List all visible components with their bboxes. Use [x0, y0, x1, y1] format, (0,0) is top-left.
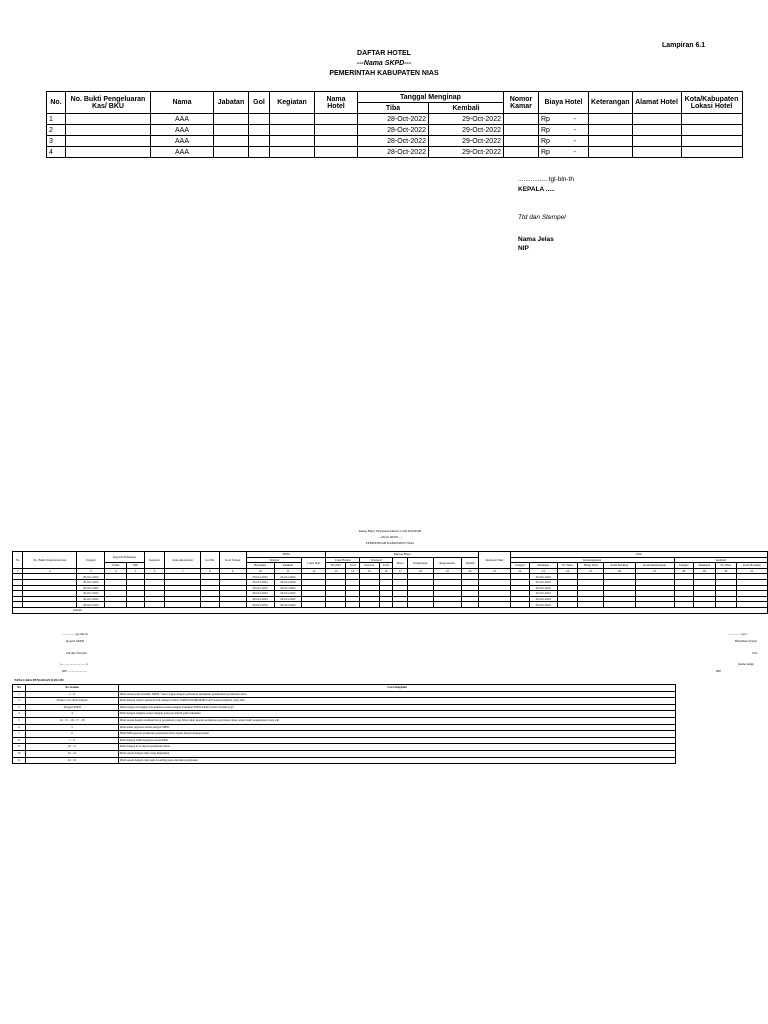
- cara-row: [13, 704, 676, 711]
- rekap-date-berangkat: 29-Oct-2022: [246, 591, 274, 597]
- cell-empty: [214, 114, 249, 125]
- rekap-colnum: 22: [510, 568, 529, 574]
- cell-empty: [66, 125, 151, 136]
- cara-row: [13, 691, 676, 698]
- cell-empty: [249, 136, 270, 147]
- th-alamat: Alamat Hotel: [632, 92, 681, 114]
- cell-nama: AAA: [151, 125, 214, 136]
- cell-empty: [214, 125, 249, 136]
- rk-right-nama: (nama lengk: [738, 662, 754, 666]
- th-keterangan: Keterangan: [589, 92, 633, 114]
- rekap-jumlah: Jumlah: [13, 607, 768, 613]
- cell-empty: [214, 147, 249, 158]
- rekap-colnum: 5: [127, 568, 144, 574]
- cara-kolom: 6: [26, 731, 119, 738]
- rekap-table: [12, 551, 768, 614]
- cara-kolom: 5: [26, 724, 119, 731]
- rekap-colnum: 24: [557, 568, 578, 574]
- rk-darat: Darat: [393, 557, 408, 568]
- rk-kota: Kota Tujuan: [219, 552, 246, 569]
- rekap-colnum: 10: [246, 568, 274, 574]
- rekap-date-kembali: 29-Oct-2022: [274, 602, 302, 608]
- table-row: [47, 147, 743, 158]
- rk-right-nip: NIP: [716, 669, 722, 673]
- cell-empty: [632, 136, 681, 147]
- rekap-date: 29-Oct-2022: [77, 579, 105, 585]
- th-tiba: Tiba: [358, 103, 429, 114]
- rk-uang: Uang Harian: [326, 557, 360, 563]
- rk-p-notiket: No Tiket: [715, 563, 736, 569]
- cell-rp: Rp: [541, 115, 550, 123]
- rk-pesawat: Pesawat: [360, 563, 379, 569]
- cara-row: [13, 737, 676, 744]
- th-bukti: No. Bukti Pengeluaran Kas/ BKU: [66, 92, 151, 114]
- cell-empty: [249, 147, 270, 158]
- cara-cara: Diisi sesuai dengan realisasi biaya perjalanan yang dibayarkan kepada pelaksana perjalanan dinas sesuai bukti pengeluaran yang sah: [119, 717, 676, 724]
- th-biaya: Biaya Hotel: [539, 92, 589, 114]
- cara-row: [13, 750, 676, 757]
- rekap-colnum: 16: [379, 568, 393, 574]
- rk-kembali: Kembali: [274, 563, 302, 569]
- rekap-colnum: 28: [674, 568, 693, 574]
- rekap-colnum: 12: [302, 568, 326, 574]
- cara-h-kolom: No. Kolom: [26, 685, 119, 692]
- rekap-date: 29-Oct-2022: [77, 596, 105, 602]
- sig-place-date: ................ tgl-bln-th: [518, 176, 574, 183]
- cara-no: 11: [13, 757, 26, 764]
- rekap-date: 29-Oct-2022: [529, 574, 557, 580]
- cara-no: 10: [13, 750, 26, 757]
- rk-k-maskapai: Maskapai: [529, 563, 557, 569]
- cell-biaya: [539, 147, 589, 158]
- th-tanggal: Tanggal Menginap: [358, 92, 504, 103]
- rk-perhari: Per Hari: [326, 563, 346, 569]
- cell-rp: Rp: [541, 126, 550, 134]
- cara-kolom: 12 - 15 - 16 - 17 - 18: [26, 717, 119, 724]
- cara-cara: Diisi dengan lengkap sesuai dengan yang tercantum pada dokumen: [119, 711, 676, 718]
- cara-row: [13, 717, 676, 724]
- cell-biaya-value: -: [573, 115, 576, 123]
- rekap-title: Rekap Biaya Perjalanan Dinas LUAR DAERAH: [358, 529, 422, 533]
- rekap-colnum: 31: [736, 568, 767, 574]
- cell-empty: [315, 114, 358, 125]
- cara-no: 6: [13, 724, 26, 731]
- doc-title: DAFTAR HOTEL: [357, 50, 411, 57]
- rekap-colnum: 8: [200, 568, 219, 574]
- cara-row: [13, 744, 676, 751]
- cell-empty: [589, 147, 633, 158]
- cell-tiba: 28-Oct-2022: [358, 114, 429, 125]
- cell-empty: [270, 114, 315, 125]
- rk-gol: Gol Pkt: [200, 552, 219, 569]
- th-jabatan: Jabatan: [214, 92, 249, 114]
- cell-empty: [315, 136, 358, 147]
- cell-empty: [681, 114, 742, 125]
- th-gol: Gol: [249, 92, 270, 114]
- cara-row: [13, 724, 676, 731]
- cell-empty: [66, 136, 151, 147]
- cara-kolom: Tanggal SPPD: [26, 704, 119, 711]
- rekap-colnum: 14: [346, 568, 360, 574]
- rekap-org: PEMERINTAH KABUPATEN NIAS: [366, 541, 414, 545]
- cara-h-no: No: [13, 685, 26, 692]
- th-kegiatan: Kegiatan: [270, 92, 315, 114]
- cell-no: 1: [47, 114, 66, 125]
- rekap-date: 29-Oct-2022: [529, 591, 557, 597]
- table-row: [47, 114, 743, 125]
- rekap-date-berangkat: 29-Oct-2022: [246, 585, 274, 591]
- lampiran-label: Lampiran 6.1: [662, 42, 706, 49]
- cara-cara: Diisi NIP pegawai pelaksana perjalanan dinas sesuai dengan kepegawaian: [119, 731, 676, 738]
- rekap-date-kembali: 29-Oct-2022: [274, 596, 302, 602]
- cell-empty: [214, 136, 249, 147]
- rk-k-penerbangan: Kode Penerbangan: [635, 563, 674, 569]
- cell-empty: [270, 136, 315, 147]
- rekap-date-berangkat: 29-Oct-2022: [246, 602, 274, 608]
- cell-tiba: 28-Oct-2022: [358, 125, 429, 136]
- sig-kepala: KEPALA .....: [518, 186, 555, 193]
- th-kembali: Kembali: [429, 103, 504, 114]
- cell-empty: [504, 114, 539, 125]
- th-nomor-kamar: Nomor Kamar: [504, 92, 539, 114]
- cara-row: [13, 711, 676, 718]
- rk-pesawat-total: Total: [379, 563, 393, 569]
- rekap-date-berangkat: 29-Oct-2022: [246, 579, 274, 585]
- cell-empty: [315, 125, 358, 136]
- cara-kolom: 22 - 31: [26, 757, 119, 764]
- cara-row: [13, 757, 676, 764]
- rekap-date-berangkat: 29-Oct-2022: [246, 596, 274, 602]
- rekap-date: 29-Oct-2022: [529, 602, 557, 608]
- rk-p-boarding: Kode Booking: [736, 563, 767, 569]
- cell-nama: AAA: [151, 136, 214, 147]
- cell-empty: [249, 125, 270, 136]
- rk-tanggal: Tanggal: [77, 552, 105, 569]
- cell-empty: [632, 147, 681, 158]
- cell-empty: [681, 125, 742, 136]
- rekap-colnum: 20: [461, 568, 479, 574]
- doc-org: PEMERINTAH KABUPATEN NIAS: [329, 70, 439, 77]
- rekap-date-kembali: 29-Oct-2022: [274, 579, 302, 585]
- rk-left-ttd: Ttd dan Stempel: [66, 651, 87, 655]
- rk-k-harga: Harga Tiket: [578, 563, 604, 569]
- rk-no: No: [13, 552, 23, 569]
- rekap-colnum: 6: [144, 568, 165, 574]
- rekap-date: 29-Oct-2022: [77, 602, 105, 608]
- cell-empty: [270, 125, 315, 136]
- cell-rp: Rp: [541, 148, 550, 156]
- th-nama: Nama: [151, 92, 214, 114]
- rekap-date-kembali: 29-Oct-2022: [274, 585, 302, 591]
- rk-sppd: SPPD: [246, 552, 326, 558]
- cara-cara: Diisi sesuai pada formulir SPPD / Surat Tugas dengan perbedaan mengikuti pelaksanaan perjalanan dinas: [119, 691, 676, 698]
- cara-cara: Diisi nama pegawai sesuai dengan SPPD: [119, 724, 676, 731]
- rk-right-ttd: Ttd/: [752, 651, 758, 655]
- rekap-colnum: 26: [604, 568, 635, 574]
- rekap-colnum: 17: [393, 568, 408, 574]
- rk-left-nama: (................................): [60, 662, 88, 666]
- hotel-table: [46, 91, 743, 158]
- rekap-colnum: 15: [360, 568, 379, 574]
- rk-nomor: No. Bukti Pengeluaran Kas: [23, 552, 77, 569]
- cell-empty: [504, 147, 539, 158]
- doc-subtitle: ---Nama SKPD---: [356, 60, 412, 67]
- sig-nama: Nama Jelas: [518, 236, 554, 243]
- cara-kolom: 19 - 21: [26, 750, 119, 757]
- cara-h-cara: Cara Pengisian: [119, 685, 676, 692]
- table-row: [47, 136, 743, 147]
- cara-no: 8: [13, 737, 26, 744]
- cell-nama: AAA: [151, 147, 214, 158]
- cell-biaya: [539, 136, 589, 147]
- rekap-colnum: 21: [479, 568, 510, 574]
- rk-left-kepala: Kepala SKPD: [66, 639, 84, 643]
- cara-kolom: 7 - 9: [26, 737, 119, 744]
- rekap-colnum: 23: [529, 568, 557, 574]
- rk-tgl: Tanggal: [246, 557, 302, 563]
- rk-kepulangan: Kembali: [674, 557, 767, 563]
- rk-k-notiket: No Tiket: [557, 563, 578, 569]
- rekap-colnum: 13: [326, 568, 346, 574]
- cell-kembali: 29-Oct-2022: [429, 114, 504, 125]
- cell-tiba: 28-Oct-2022: [358, 136, 429, 147]
- rekap-colnum: 30: [715, 568, 736, 574]
- rk-p-tanggal: Tanggal: [674, 563, 693, 569]
- rekap-colnum: 25: [578, 568, 604, 574]
- cell-biaya-value: -: [573, 137, 576, 145]
- cell-empty: [589, 114, 633, 125]
- cell-empty: [681, 136, 742, 147]
- cara-cara: Diisi dengan nomor sesuai kolom dengan format TAHUN/NOMOR/BULAN sesuai lampiran yang diisi: [119, 698, 676, 705]
- rekap-total-row: [13, 607, 768, 613]
- rk-nama: Nama: [105, 563, 127, 569]
- rekap-colnum: 11: [274, 568, 302, 574]
- cara-row: [13, 731, 676, 738]
- rk-keberangkatan: Keberangkatan: [510, 557, 674, 563]
- cell-kembali: 29-Oct-2022: [429, 125, 504, 136]
- cell-tiba: 28-Oct-2022: [358, 147, 429, 158]
- cara-no: 5: [13, 717, 26, 724]
- rekap-colnum: 18: [408, 568, 434, 574]
- cell-empty: [66, 147, 151, 158]
- rk-jumlah: Jumlah: [461, 557, 479, 568]
- cara-table: [12, 684, 676, 764]
- cara-no: 1: [13, 691, 26, 698]
- cell-empty: [589, 125, 633, 136]
- cell-no: 3: [47, 136, 66, 147]
- rekap-colnum: 4: [105, 568, 127, 574]
- rk-tiket: Tiket: [510, 552, 767, 558]
- rekap-date: 29-Oct-2022: [77, 585, 105, 591]
- rk-berangkat: Berangkat: [246, 563, 274, 569]
- rk-asal: Jenis Akomodasi: [165, 552, 201, 569]
- cell-empty: [632, 114, 681, 125]
- cell-no: 2: [47, 125, 66, 136]
- rekap-date: 29-Oct-2022: [529, 585, 557, 591]
- rk-rincian: Rincian Biaya: [326, 552, 479, 558]
- rekap-colnum: 7: [165, 568, 201, 574]
- rk-penginapan: Penginapan: [408, 557, 434, 568]
- cell-kembali: 29-Oct-2022: [429, 136, 504, 147]
- rk-left-nip: NIP ........................: [62, 669, 87, 673]
- cara-title: TATA CARA PENGISIAN KOLOM: [14, 678, 64, 682]
- cell-biaya: [539, 125, 589, 136]
- rk-representasi: Representasi: [433, 557, 461, 568]
- cell-empty: [270, 147, 315, 158]
- rekap-colnum: 27: [635, 568, 674, 574]
- cara-kolom: 10 - 11: [26, 744, 119, 751]
- rekap-colnum: 3: [77, 568, 105, 574]
- cara-cara: Diisi sesuai dengan tiket yang digunakan: [119, 750, 676, 757]
- cara-cara: Diisi sesuai dengan data pada boarding pass atau tiket perjalanan: [119, 757, 676, 764]
- rk-k-boarding: Kode Booking: [604, 563, 635, 569]
- th-kota: Kota/Kabupaten Lokasi Hotel: [681, 92, 742, 114]
- rekap-colnum: 1: [13, 568, 23, 574]
- rk-total: Total: [346, 563, 360, 569]
- rekap-date-berangkat: 29-Oct-2022: [246, 574, 274, 580]
- rk-lama: Lama Hari: [302, 557, 326, 568]
- cell-empty: [504, 136, 539, 147]
- cell-empty: [632, 125, 681, 136]
- rekap-date: 29-Oct-2022: [529, 579, 557, 585]
- rekap-colnum: 29: [693, 568, 715, 574]
- cara-cara: Diisi tanggal berangkat dan kembali sesuai dengan dokumen SPPD dalam format dd-mm-yyyy: [119, 704, 676, 711]
- cell-kembali: 29-Oct-2022: [429, 147, 504, 158]
- rk-left-place: ................ tgl-bln-th: [62, 632, 88, 636]
- rekap-colnum: 2: [23, 568, 77, 574]
- cara-no: 4: [13, 711, 26, 718]
- rekap-date: 29-Oct-2022: [77, 591, 105, 597]
- rk-p-maskapai: Maskapai: [693, 563, 715, 569]
- cell-no: 4: [47, 147, 66, 158]
- cell-biaya-value: -: [573, 148, 576, 156]
- cara-cara: Diisi dengan kota tujuan perjalanan dinas: [119, 744, 676, 751]
- rekap-colnum: 19: [433, 568, 461, 574]
- cell-empty: [66, 114, 151, 125]
- rk-right-place: ................ tgl-1: [728, 632, 748, 636]
- rk-realisasi: Realisasi Tiket: [479, 552, 510, 569]
- rekap-date-kembali: 29-Oct-2022: [274, 574, 302, 580]
- rk-kegiatan: Kegiatan: [144, 552, 165, 569]
- sig-nip: NIP: [518, 245, 529, 252]
- cell-empty: [589, 136, 633, 147]
- cell-biaya-value: -: [573, 126, 576, 134]
- rekap-date-kembali: 29-Oct-2022: [274, 591, 302, 597]
- rk-k-tanggal: Tanggal: [510, 563, 529, 569]
- table-row: [47, 125, 743, 136]
- cell-nama: AAA: [151, 114, 214, 125]
- cell-empty: [315, 147, 358, 158]
- cara-no: 7: [13, 731, 26, 738]
- cell-empty: [681, 147, 742, 158]
- rekap-subtitle: ---Nama SKPD ---: [378, 535, 402, 539]
- cara-row: [13, 698, 676, 705]
- rk-transport: Transport: [360, 557, 393, 563]
- cell-rp: Rp: [541, 137, 550, 145]
- cara-no: 9: [13, 744, 26, 751]
- rk-right-bend: Bendahara Pengl: [735, 639, 757, 643]
- th-no: No.: [47, 92, 66, 114]
- cara-cara: Diisi dengan nama kegiatan sesuai DPA: [119, 737, 676, 744]
- cell-empty: [504, 125, 539, 136]
- th-nama-hotel: Nama Hotel: [315, 92, 358, 114]
- cara-no: 3: [13, 704, 26, 711]
- cara-kolom: Nomor, Gol, Kota Tujuan: [26, 698, 119, 705]
- rk-pegawai: Pegawai Pelaksana: [105, 552, 144, 563]
- rekap-colnum: 9: [219, 568, 246, 574]
- cara-no: 2: [13, 698, 26, 705]
- rk-nip: NIP: [127, 563, 144, 569]
- cara-kolom: 1 - 11: [26, 691, 119, 698]
- rekap-date: 29-Oct-2022: [529, 596, 557, 602]
- cell-biaya: [539, 114, 589, 125]
- cara-kolom: 4: [26, 711, 119, 718]
- sig-ttd: Ttd dan Stempel: [518, 214, 566, 221]
- rekap-date: 29-Oct-2022: [77, 574, 105, 580]
- cell-empty: [249, 114, 270, 125]
